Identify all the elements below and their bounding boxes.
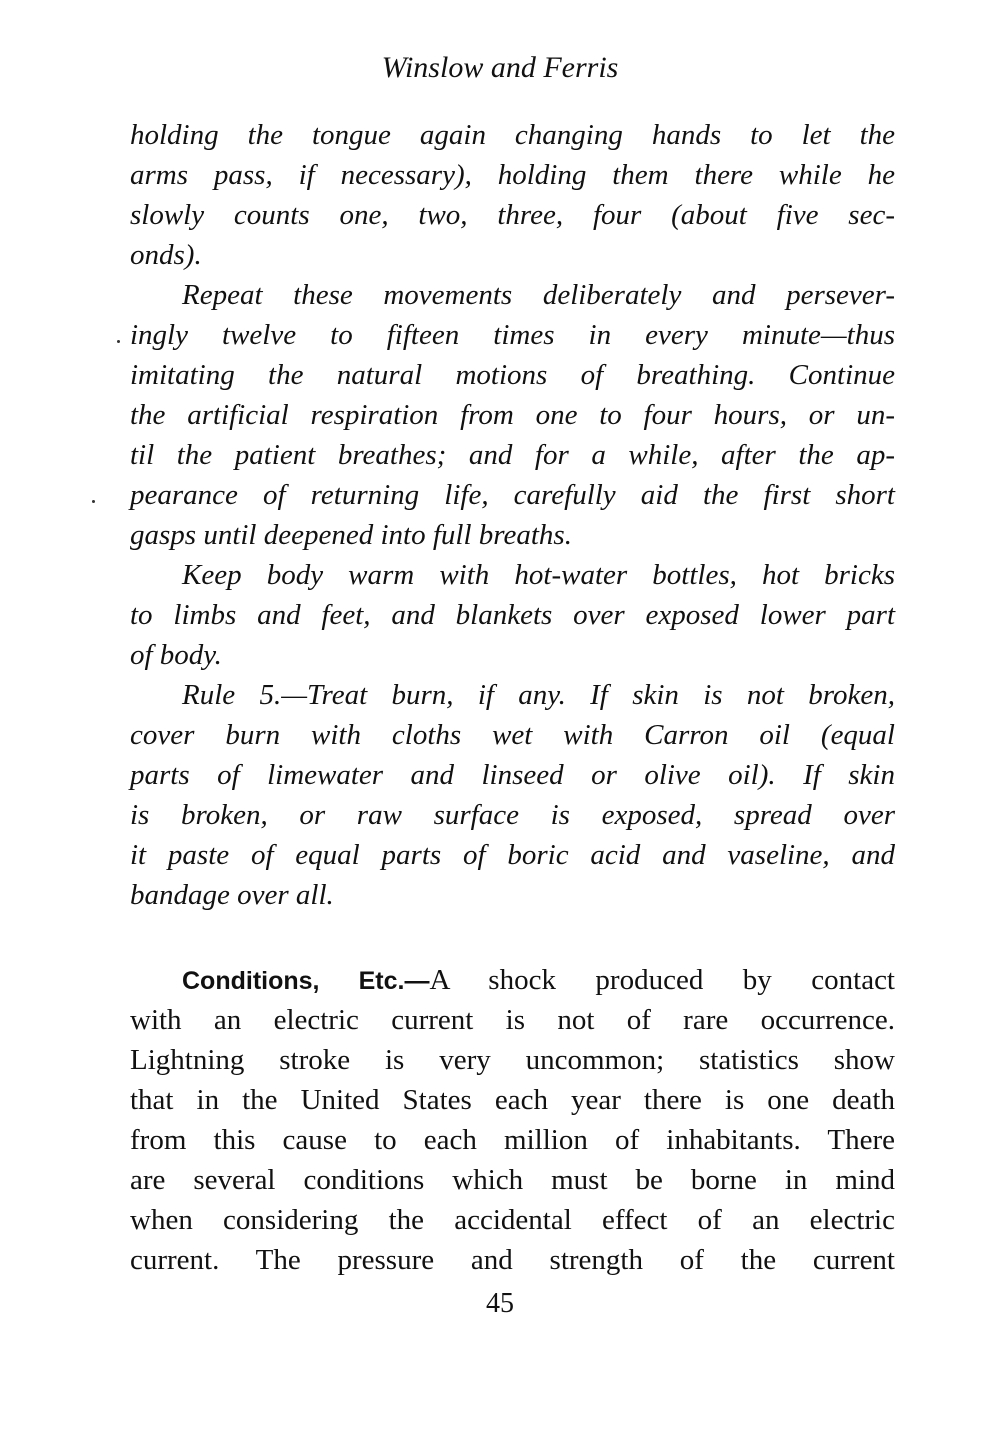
text-line: gasps until deepened into full breaths.: [130, 519, 572, 551]
running-header: Winslow and Ferris: [381, 51, 619, 84]
page-number: 45: [486, 1288, 514, 1319]
text-line: ingly twelve to fifteen times in every minute—thus: [130, 319, 895, 351]
text-line: is broken, or raw surface is exposed, spread over: [130, 799, 895, 831]
text-line: slowly counts one, two, three, four (about five sec-: [130, 199, 895, 231]
text-line: that in the United States each year there is one death: [130, 1084, 895, 1116]
text-line: current. The pressure and strength of the current: [130, 1244, 895, 1276]
text-line: onds).: [130, 239, 202, 271]
text-line: with an electric current is not of rare occurrence.: [130, 1004, 895, 1036]
text-line: parts of limewater and linseed or olive oil). If skin: [130, 759, 895, 791]
text-line: Repeat these movements deliberately and persever-: [182, 279, 895, 311]
text-line: from this cause to each million of inhabitants. There: [130, 1124, 895, 1156]
text-line: when considering the accidental effect of an electric: [130, 1204, 895, 1236]
conditions-heading: Conditions, Etc.—: [182, 967, 430, 995]
text-line: cover burn with cloths wet with Carron oil (equal: [130, 719, 895, 751]
text-line: of body.: [130, 639, 222, 671]
text-line: it paste of equal parts of boric acid and vaseline, and: [130, 839, 895, 871]
text-line: holding the tongue again changing hands to let the: [130, 119, 895, 151]
conditions-first-line: [130, 960, 895, 1000]
text-line: arms pass, if necessary), holding them there while he: [130, 159, 895, 191]
scan-speck: [117, 340, 120, 343]
text-line: bandage over all.: [130, 879, 334, 911]
scan-speck: [92, 500, 95, 503]
text-line: the artificial respiration from one to four hours, or un-: [130, 399, 895, 431]
text-line: Rule 5.—Treat burn, if any. If skin is not broken,: [182, 679, 895, 711]
text-line: are several conditions which must be borne in mind: [130, 1164, 895, 1196]
text-line: Lightning stroke is very uncommon; statistics show: [130, 1044, 895, 1076]
text-line: til the patient breathes; and for a while, after the ap-: [130, 439, 895, 471]
text-line: to limbs and feet, and blankets over exposed lower part: [130, 599, 895, 631]
text-line: imitating the natural motions of breathing. Continue: [130, 359, 895, 391]
text-line: pearance of returning life, carefully aid the first short: [130, 479, 895, 511]
conditions-first-line-text: A shock produced by contact: [429, 964, 895, 996]
text-line: Keep body warm with hot-water bottles, hot bricks: [182, 559, 895, 591]
